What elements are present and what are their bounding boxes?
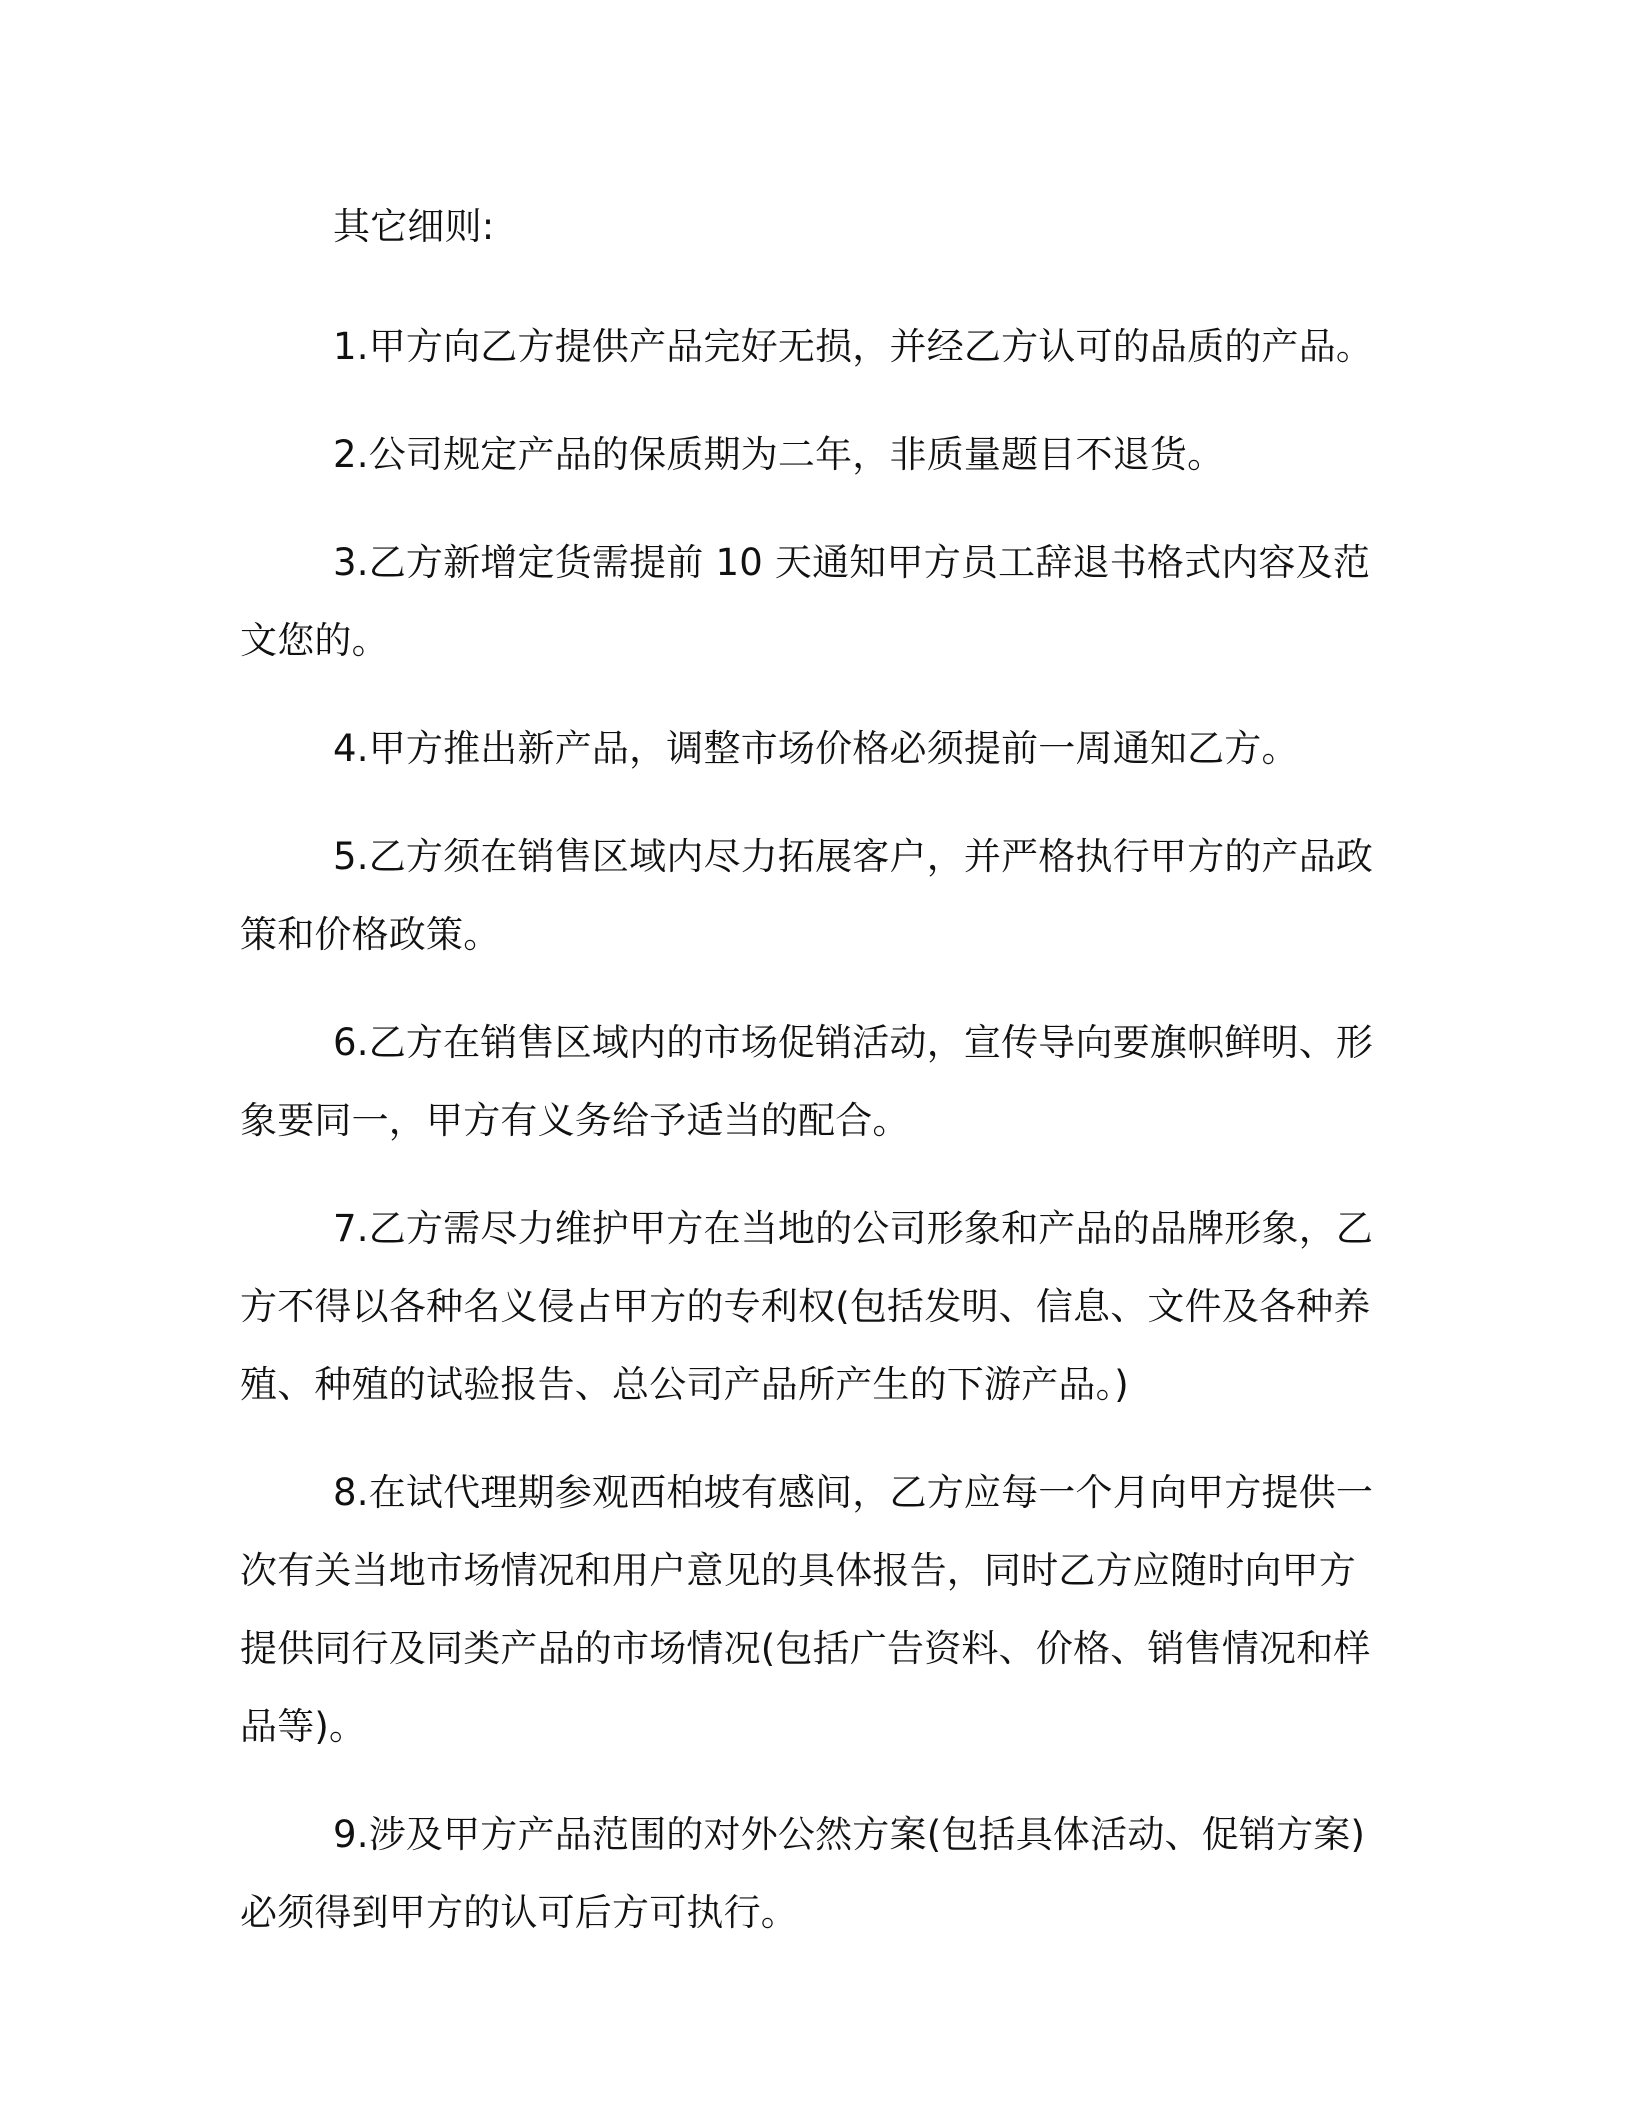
clause-9: 9.涉及甲方产品范围的对外公然方案(包括具体活动、促销方案)必须得到甲方的认可后方可执行。: [240, 1813, 1366, 1934]
clause-6: 6.乙方在销售区域内的市场促销活动，宣传导向要旗帜鲜明、形象要同一，甲方有义务给予适当的配合。: [240, 1021, 1374, 1142]
clause-5: 5.乙方须在销售区域内尽力拓展客户，并严格执行甲方的产品政策和价格政策。: [240, 835, 1374, 956]
clause-7: 7.乙方需尽力维护甲方在当地的公司形象和产品的品牌形象，乙方不得以各种名义侵占甲方的专利权(包括发明、信息、文件及各种养殖、种殖的试验报告、总公司产品所产生的下游产品。): [240, 1207, 1374, 1406]
clause-2: 2.公司规定产品的保质期为二年，非质量题目不退货。: [333, 433, 1225, 476]
clause-4: 4.甲方推出新产品，调整市场价格必须提前一周通知乙方。: [333, 727, 1299, 770]
clause-1: 1.甲方向乙方提供产品完好无损，并经乙方认可的品质的产品。: [333, 325, 1374, 368]
section-heading: 其它细则:: [333, 205, 495, 248]
document-body: [240, 188, 1380, 1982]
clause-3: 3.乙方新增定货需提前 10 天通知甲方员工辞退书格式内容及范文您的。: [240, 541, 1371, 662]
clause-8: 8.在试代理期参观西柏坡有感间，乙方应每一个月向甲方提供一次有关当地市场情况和用户意见的具体报告，同时乙方应随时向甲方提供同行及同类产品的市场情况(包括广告资料、价格、销售情况和样品等)。: [240, 1471, 1374, 1748]
